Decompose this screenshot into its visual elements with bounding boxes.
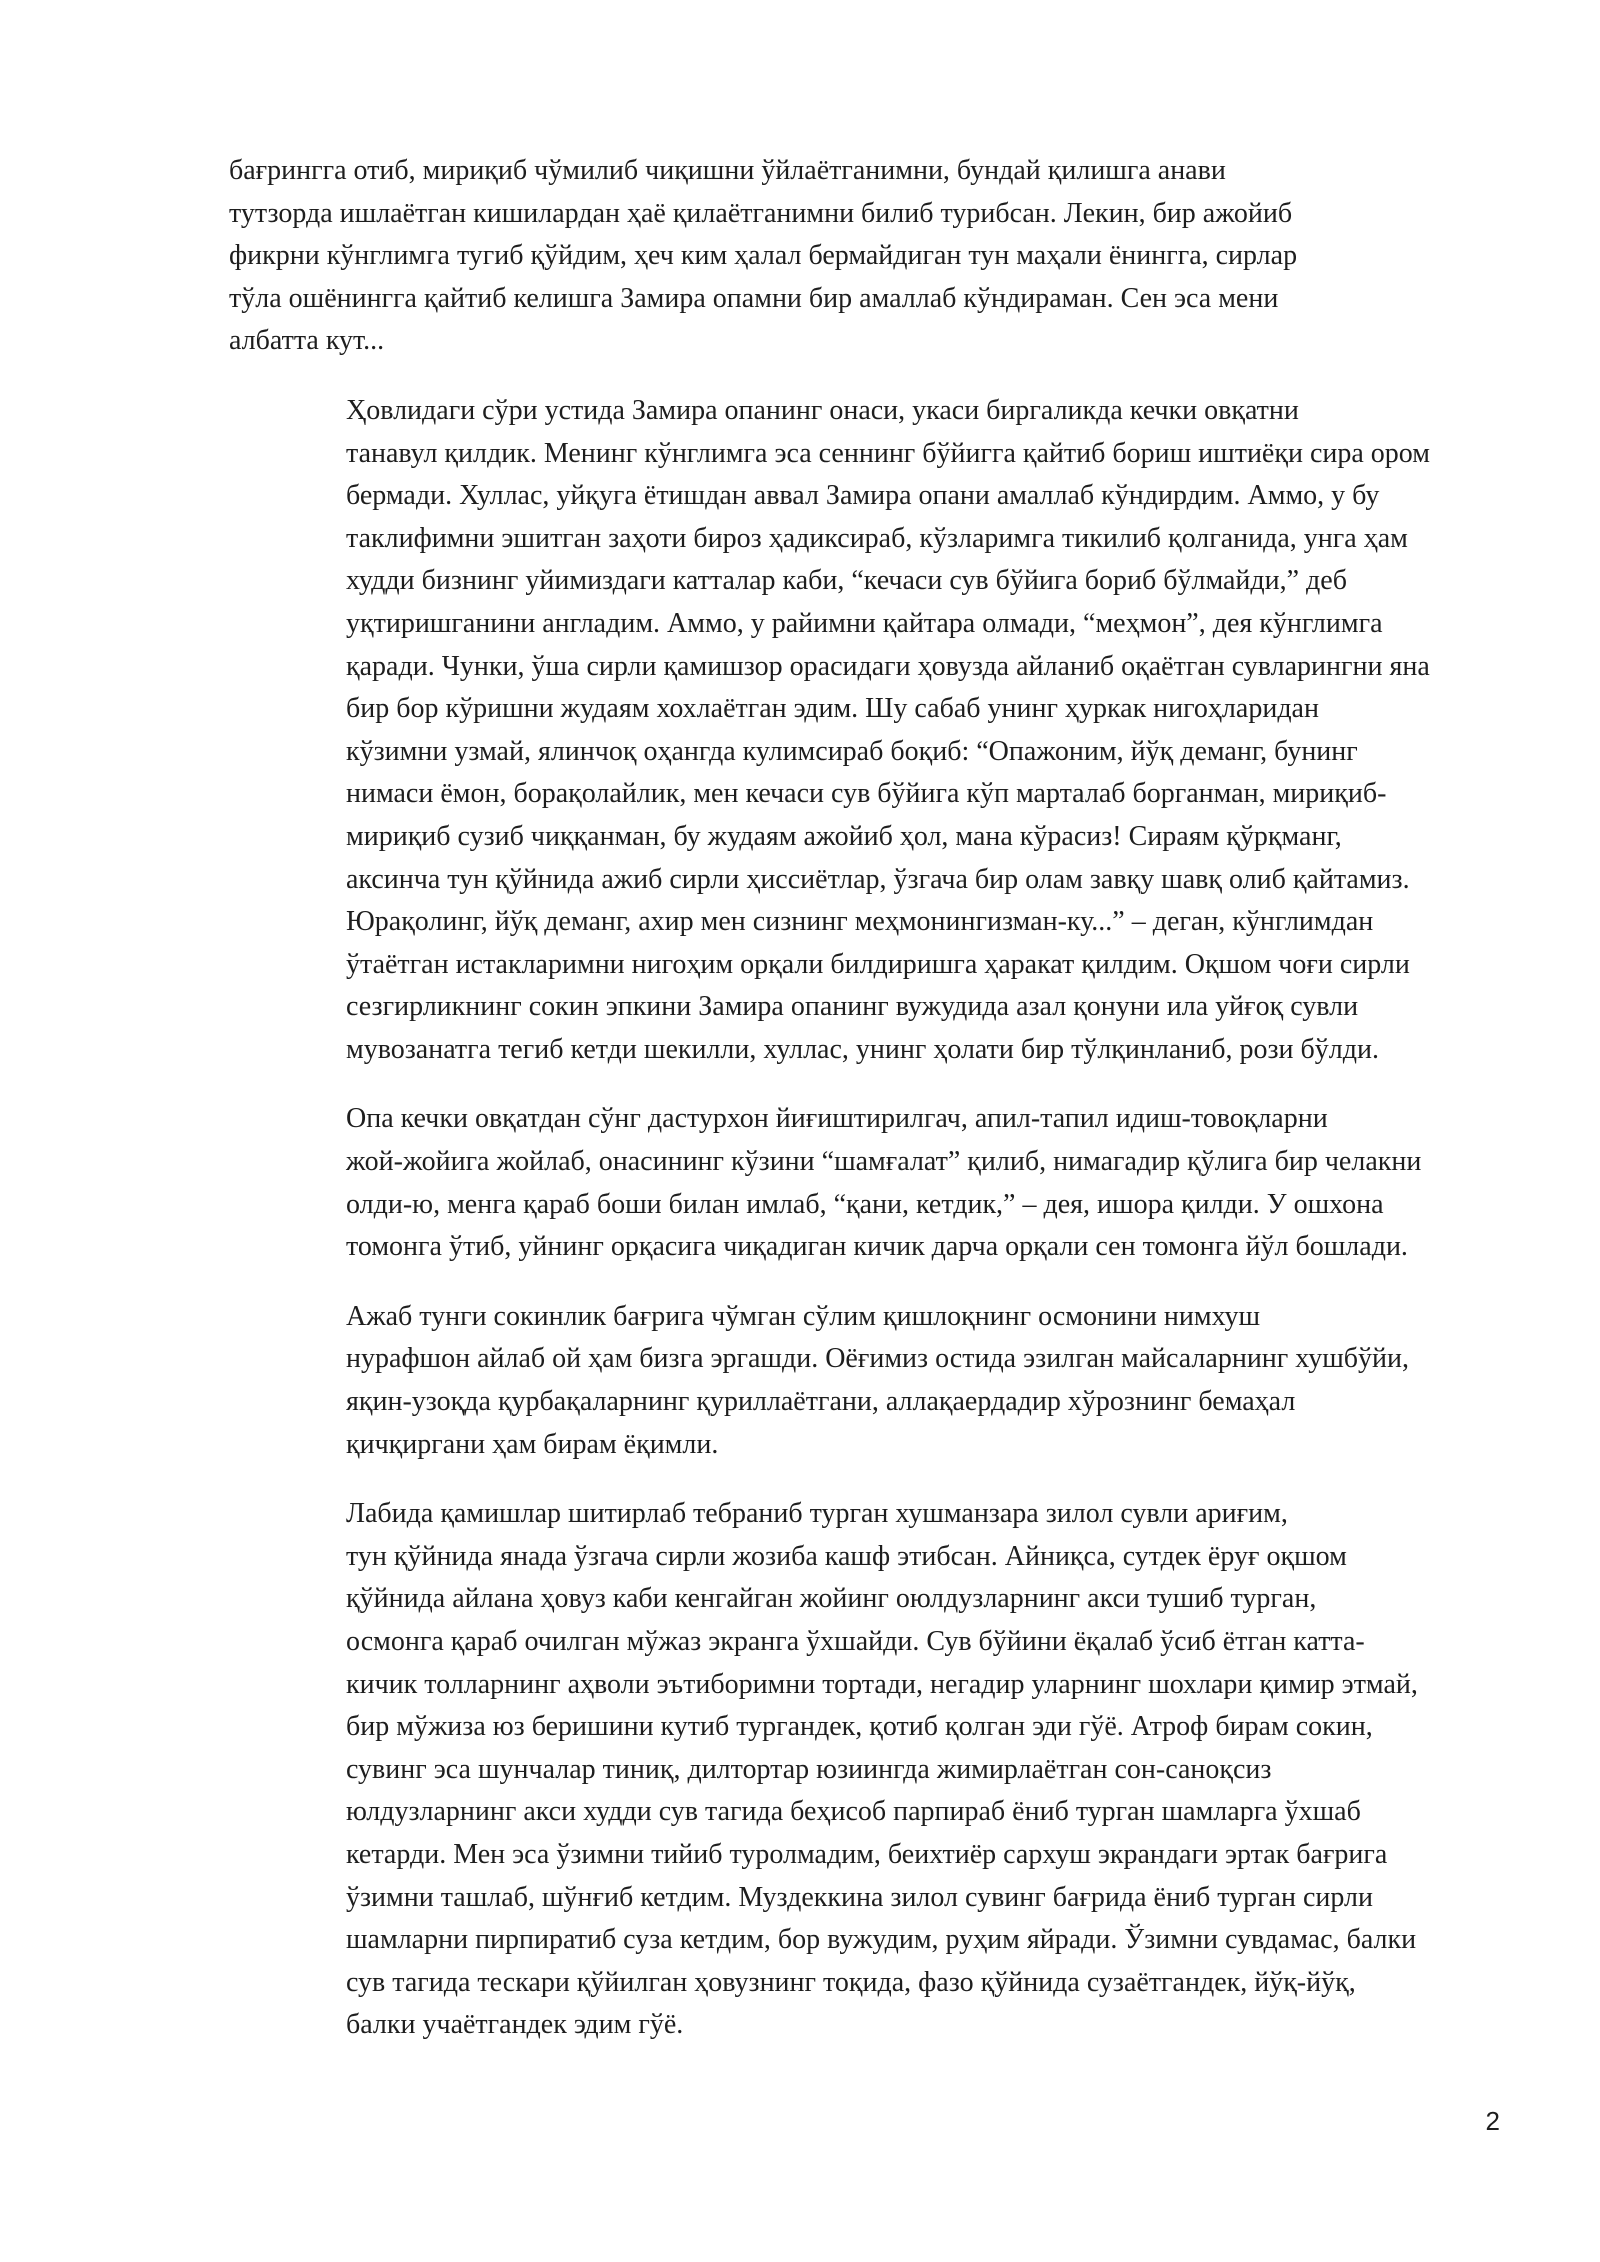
text-line: Лабида қамишлар шитирлаб тебраниб турган хушманзара зилол сувли ариғим,	[346, 1498, 1288, 1530]
text-line: балки учаётгандек эдим гўё.	[346, 2009, 684, 2041]
text-line: ўтаётган истакларимни нигоҳим орқали билдиришга ҳаракат қилдим. Оқшом чоғи сирли	[346, 948, 1410, 980]
text-line: яқин-узоқда қурбақаларнинг қуриллаётгани, аллақаердадир хўрознинг бемаҳал	[346, 1386, 1296, 1418]
text-line: сув тагида тескари қўйилган ҳовузнинг тоқида, фазо қўйнида сузаётгандек, йўқ-йўқ,	[346, 1966, 1356, 1998]
text-line: Юрақолинг, йўқ деманг, ахир мен сизнинг меҳмонингизман-ку...” – деган, кўнглимдан	[346, 906, 1374, 938]
text-line: тун қўйнида янада ўзгача сирли жозиба кашф этибсан. Айниқса, сутдек ёруғ оқшом	[346, 1540, 1347, 1572]
text-line: аксинча тун қўйнида ажиб сирли ҳиссиётлар, ўзгача бир олам завқу шавқ олиб қайтамиз.	[346, 863, 1410, 895]
text-line: таклифимни эшитган заҳоти бироз ҳадиксираб, кўзларимга тикилиб қолганида, унга ҳам	[346, 522, 1408, 554]
paragraph	[229, 150, 1491, 363]
text-line: нимаси ёмон, борақолайлик, мен кечаси сув бўйига кўп марталаб борганман, мириқиб-	[346, 778, 1387, 810]
text-line: нурафшон айлаб ой ҳам бизга эргашди. Оёғимиз остида эзилган майсаларнинг хушбўйи,	[346, 1343, 1409, 1375]
text-line: олди-ю, менга қараб боши билан имлаб, “қани, кетдик,” – дея, ишора қилди. У ошхона	[346, 1188, 1384, 1220]
text-line: ўзимни ташлаб, шўнғиб кетдим. Муздеккина зилол сувинг бағрида ёниб турган сирли	[346, 1881, 1373, 1913]
text-line: кичик толларнинг аҳволи эътиборимни тортади, негадир уларнинг шохлари қимир этмай,	[346, 1668, 1418, 1700]
text-line: мириқиб сузиб чиққанман, бу жудаям ажойиб ҳол, мана кўрасиз! Сираям қўрқманг,	[346, 820, 1342, 852]
text-line: томонга ўтиб, уйнинг орқасига чиқадиган кичик дарча орқали сен томонга йўл бошлади.	[346, 1231, 1408, 1263]
text-line: тутзорда ишлаётган кишилардан ҳаё қилаётганимни билиб турибсан. Лекин, бир ажойиб	[229, 197, 1293, 229]
body-text	[229, 150, 1491, 2074]
text-line: қичқиргани ҳам бирам ёқимли.	[346, 1428, 719, 1460]
text-line: бир мўжиза юз беришини кутиб тургандек, қотиб қолган эди гўё. Атроф бирам сокин,	[346, 1711, 1373, 1743]
text-line: худди бизнинг уйимиздаги катталар каби, “кечаси сув бўйига бориб бўлмайди,” деб	[346, 565, 1347, 597]
text-line: сезгирликнинг сокин эпкини Замира опанинг вужудида азал қонуни ила уйғоқ сувли	[346, 991, 1359, 1023]
text-line: кетарди. Мен эса ўзимни тийиб туролмадим, беихтиёр сархуш экрандаги эртак бағрига	[346, 1838, 1388, 1870]
page-number: 2	[1485, 2106, 1500, 2136]
text-line: юлдузларнинг акси худди сув тагида беҳисоб парпираб ёниб турган шамларга ўхшаб	[346, 1796, 1361, 1828]
text-line: кўзимни узмай, ялинчоқ оҳангда кулимсираб боқиб: “Опажоним, йўқ деманг, бунинг	[346, 735, 1358, 767]
text-line: Ҳовлидаги сўри устида Замира опанинг онаси, укаси биргаликда кечки овқатни	[346, 394, 1299, 426]
text-line: бир бор кўришни жудаям хохлаётган эдим. Шу сабаб унинг ҳуркак нигоҳларидан	[346, 693, 1319, 725]
text-line: сувинг эса шунчалар тиниқ, дилтортар юзиингда жимирлаётган сон-саноқсиз	[346, 1753, 1272, 1785]
paragraph	[229, 1296, 1491, 1466]
text-line: қаради. Чунки, ўша сирли қамишзор орасидаги ҳовузда айланиб оқаётган сувларингни яна	[346, 650, 1430, 682]
text-line: жой-жойига жойлаб, онасининг кўзини “шамғалат” қилиб, нимагадир қўлига бир челакни	[346, 1146, 1422, 1178]
text-line: қўйнида айлана ҳовуз каби кенгайган жойинг оюлдузларнинг акси тушиб турган,	[346, 1583, 1317, 1615]
text-line: фикрни кўнглимга тугиб қўйдим, ҳеч ким ҳалал бермайдиган тун маҳали ёнингга, сирлар	[229, 240, 1298, 272]
text-line: албатта кут...	[229, 325, 385, 357]
text-line: бағрингга отиб, мириқиб чўмилиб чиқишни ўйлаётганимни, бундай қилишга анави	[229, 155, 1226, 186]
paragraph	[229, 1098, 1491, 1268]
text-line: танавул қилдик. Менинг кўнглимга эса сеннинг бўйигга қайтиб бориш иштиёқи сира ором	[346, 437, 1430, 469]
text-line: мувозанатга тегиб кетди шекилли, хуллас, унинг ҳолати бир тўлқинланиб, рози бўлди.	[346, 1033, 1379, 1065]
text-line: Опа кечки овқатдан сўнг дастурхон йиғиштирилгач, апил-тапил идиш-товоқларни	[346, 1103, 1328, 1135]
text-line: тўла ошёнингга қайтиб келишга Замира опамни бир амаллаб кўндираман. Сен эса мени	[229, 282, 1279, 314]
text-line: Ажаб тунги сокинлик бағрига чўмган сўлим қишлоқнинг осмонини нимхуш	[346, 1300, 1261, 1332]
text-line: шамларни пирпиратиб суза кетдим, бор вужудим, руҳим яйради. Ўзимни сувдамас, балки	[346, 1924, 1417, 1956]
text-line: уқтиришганини англадим. Аммо, у райимни қайтара олмади, “меҳмон”, дея кўнглимга	[346, 607, 1383, 639]
paragraph	[229, 1493, 1491, 2047]
text-line: осмонга қараб очилган мўжаз экранга ўхшайди. Сув бўйини ёқалаб ўсиб ётган катта-	[346, 1626, 1365, 1657]
text-line: бермади. Хуллас, уйқуга ётишдан аввал Замира опани амаллаб кўндирдим. Аммо, у бу	[346, 480, 1380, 512]
paragraph	[229, 390, 1491, 1072]
